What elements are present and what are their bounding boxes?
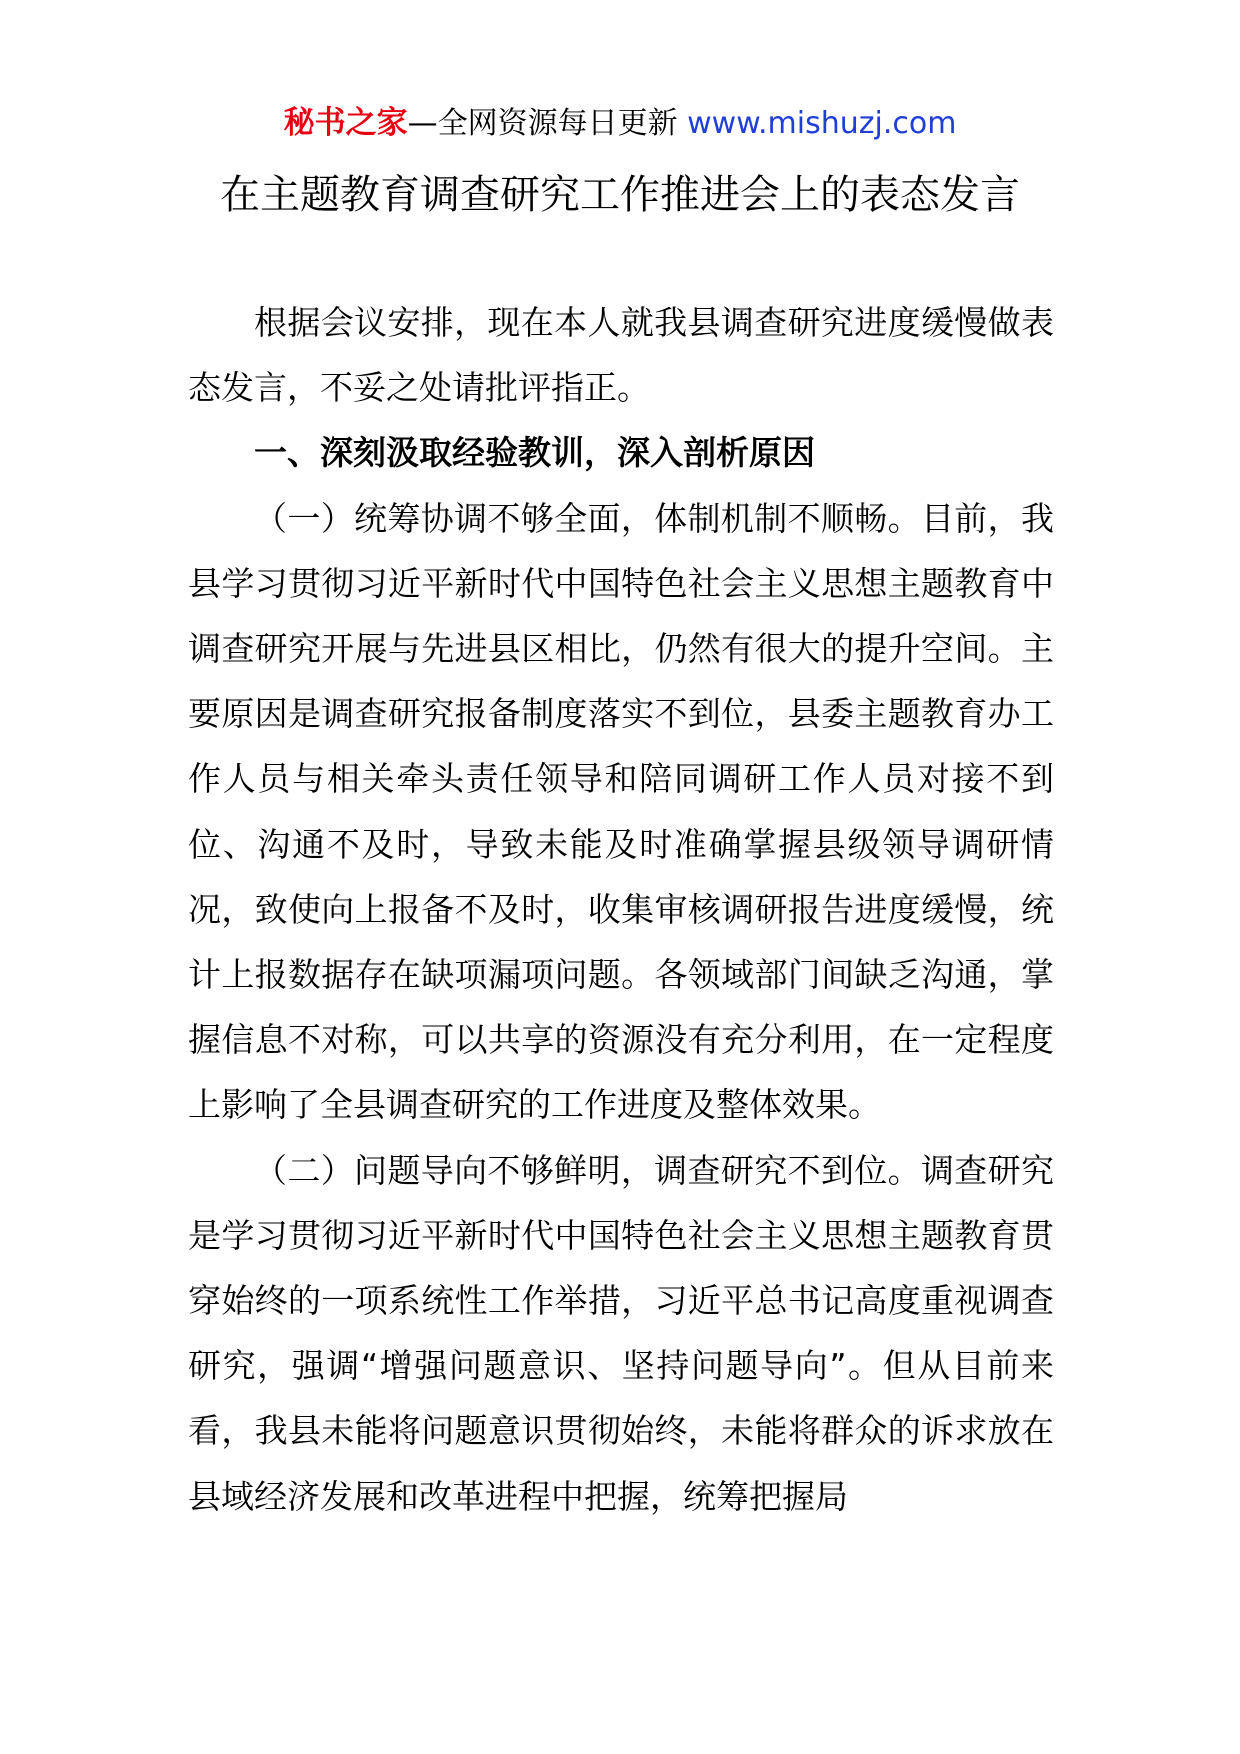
brand-name: 秘书之家 bbox=[283, 105, 408, 141]
section-heading: 一、深刻汲取经验教训，深入剖析原因 bbox=[254, 433, 815, 473]
site-header bbox=[0, 98, 1240, 148]
site-slogan: —全网资源每日更新 bbox=[407, 106, 688, 141]
site-url-link[interactable]: www.mishuzj.com bbox=[687, 106, 957, 141]
document-body bbox=[188, 290, 1054, 1529]
body-paragraph: （一）统筹协调不够全面，体制机制不顺畅。目前，我县学习贯彻习近平新时代中国特色社会主义思想主题教育中调查研究开展与先进县区相比，仍然有很大的提升空间。主要原因是调查研究报备制度落实不到位，县委主题教育办工作人员与相关牵头责任领导和陪同调研工作人员对接不到位、沟通不及时，导致未能及时准确掌握县级领导调研情况，致使向上报备不及时，收集审核调研报告进度缓慢，统计上报数据存在缺项漏项问题。各领域部门间缺乏沟通，掌握信息不对称，可以共享的资源没有充分利用，在一定程度上影响了全县调查研究的工作进度及整体效果。 bbox=[188, 498, 1054, 1125]
body-paragraph: （二）问题导向不够鲜明，调查研究不到位。调查研究是学习贯彻习近平新时代中国特色社会主义思想主题教育贯穿始终的一项系统性工作举措，习近平总书记高度重视调查研究，强调“增强问题意识、坚持问题导向”。但从目前来看，我县未能将问题意识贯彻始终，未能将群众的诉求放在县域经济发展和改革进程中把握，统筹把握局 bbox=[188, 1150, 1054, 1516]
document-title: 在主题教育调查研究工作推进会上的表态发言 bbox=[220, 172, 1020, 218]
intro-paragraph: 根据会议安排，现在本人就我县调查研究进度缓慢做表态发言，不妥之处请批评指正。 bbox=[188, 303, 1054, 408]
